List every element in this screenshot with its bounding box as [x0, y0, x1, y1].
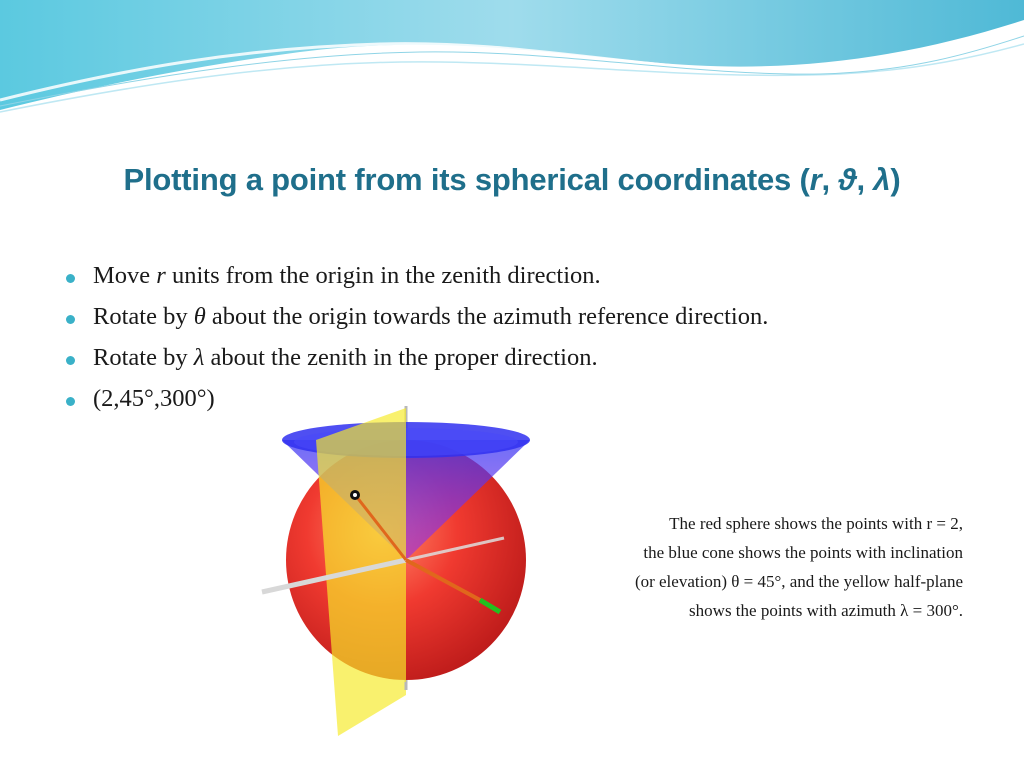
bullet-dot-icon: [66, 315, 75, 324]
bullet-dot-icon: [66, 356, 75, 365]
caption-line: the blue cone shows the points with inclination: [643, 543, 963, 562]
caption-line: (or elevation) θ = 45°, and the yellow half-plane: [634, 572, 963, 591]
bullet-item: Rotate by θ about the origin towards the azimuth reference direction.: [64, 303, 768, 344]
caption-line: shows the points with azimuth λ = 300°.: [689, 601, 963, 620]
figure-caption: [543, 509, 963, 625]
header-wave-decoration: [0, 0, 1024, 120]
bullet-dot-icon: [66, 274, 75, 283]
caption-line: The red sphere shows the points with r = 2,: [669, 514, 963, 533]
bullet-item: Rotate by λ about the zenith in the proper direction.: [64, 344, 768, 385]
page-title: Plotting a point from its spherical coordinates (r, ϑ, λ): [123, 162, 901, 197]
bullet-item: Move r units from the origin in the zenith direction.: [64, 262, 768, 303]
spherical-coordinates-figure: [246, 400, 546, 744]
bullet-dot-icon: [66, 397, 75, 406]
bullet-item: (2,45°,300°): [64, 385, 768, 426]
